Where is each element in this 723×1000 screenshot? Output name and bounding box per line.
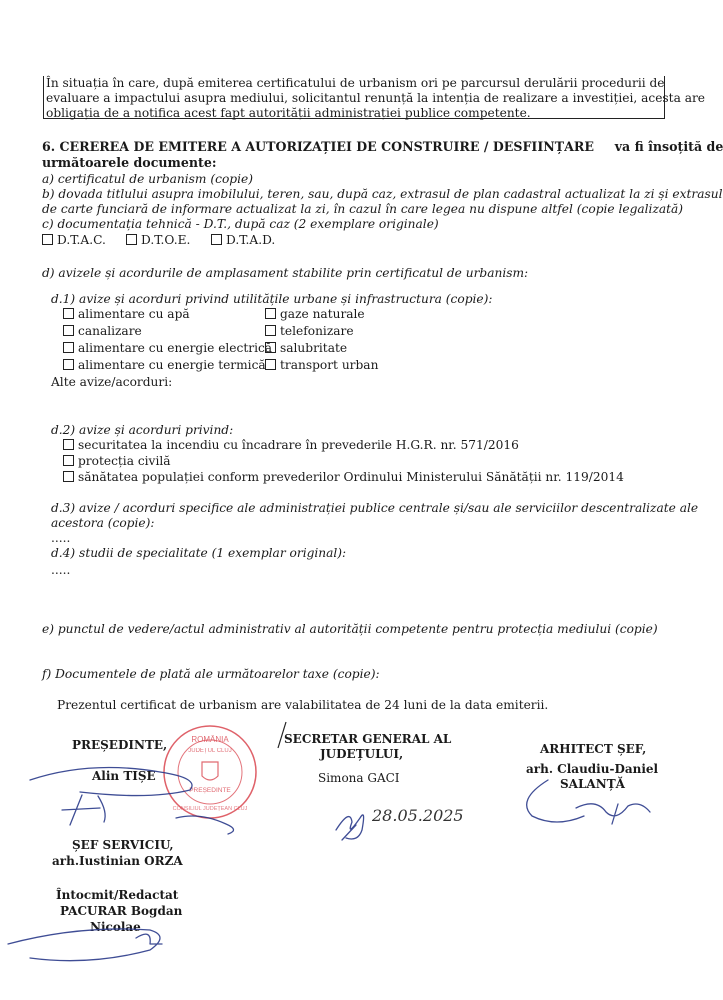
secretary-title-line2: JUDEȚULUI, [320, 747, 404, 761]
checkbox[interactable] [63, 359, 74, 370]
checkbox[interactable] [265, 308, 276, 319]
approval-fire[interactable]: securitatea la incendiu cu încadrare în prevederile H.G.R. nr. 571/2016 [63, 437, 519, 453]
utility-heating[interactable]: alimentare cu energie termică [63, 357, 266, 373]
checkbox[interactable] [63, 471, 74, 482]
dt-option-dtoe[interactable]: D.T.O.E. [126, 232, 190, 248]
checkbox[interactable] [265, 325, 276, 336]
service-head-name: arh.Iustinian ORZA [52, 854, 183, 868]
dt-option-dtad[interactable]: D.T.A.D. [211, 232, 275, 248]
county-seal-stamp [160, 722, 260, 822]
checkbox[interactable] [265, 342, 276, 353]
svg-text:JUDEȚUL CLUJ: JUDEȚUL CLUJ [188, 748, 232, 754]
checkbox[interactable] [126, 234, 137, 245]
checkbox[interactable] [265, 359, 276, 370]
drafted-by-name-line1: PACURAR Bogdan [60, 904, 183, 918]
dots-d4: ..... [51, 563, 71, 577]
notice-line-1: În situația în care, după emiterea certificatului de urbanism ori pe parcursul derulării procedurii de [46, 76, 665, 90]
utility-transport[interactable]: transport urban [265, 357, 378, 373]
item-d1: d.1) avize și acorduri privind utilitățile urbane și infrastructura (copie): [51, 292, 493, 306]
president-title: PREȘEDINTE, [72, 738, 168, 752]
item-b-line1: b) dovada titlului asupra imobilului, teren, sau, după caz, extrasul de plan cadastral actualizat la zi și extrasul [42, 187, 723, 201]
secretary-title-line1: SECRETAR GENERAL AL [284, 732, 452, 746]
notice-line-3: obligația de a notifica acest fapt autorității administrației publice competente. [46, 106, 531, 120]
section-6-heading-text: 6. CEREREA DE EMITERE A AUTORIZAȚIEI DE CONSTRUIRE / DESFIINȚARE [42, 139, 594, 154]
secretary-name: Simona GACI [318, 771, 400, 785]
dt-option-dtac[interactable]: D.T.A.C. [42, 232, 106, 248]
item-d3-line2: acestora (copie): [51, 516, 155, 530]
item-b-line2: de carte funciară de informare actualizat la zi, în cazul în care legea nu dispune altfel (copie legalizată) [42, 202, 684, 216]
section-6-heading-tail: va fi însoțită de [614, 139, 723, 154]
approval-health[interactable]: sănătatea populației conform prevederilor Ordinului Ministerului Sănătății nr. 119/2014 [63, 469, 624, 485]
item-d: d) avizele și acordurile de amplasament stabilite prin certificatul de urbanism: [42, 266, 529, 280]
approval-civil[interactable]: protecția civilă [63, 453, 171, 469]
checkbox[interactable] [42, 234, 53, 245]
service-head-title: ȘEF SERVICIU, [72, 838, 174, 852]
item-d4: d.4) studii de specialitate (1 exemplar original): [51, 546, 347, 560]
architect-title: ARHITECT ȘEF, [540, 742, 647, 756]
secretary-date: 28.05.2025 [372, 806, 464, 825]
architect-name-line2: SALANȚĂ [560, 777, 625, 791]
utility-electricity[interactable]: alimentare cu energie electrică [63, 340, 272, 356]
secretary-signature [336, 815, 364, 840]
item-f: f) Documentele de plată ale următoarelor taxe (copie): [42, 667, 380, 681]
checkbox[interactable] [63, 455, 74, 466]
item-d3-line1: d.3) avize / acorduri specifice ale administrației publice centrale și/sau ale serviciilor descentralizate ale [51, 501, 699, 515]
drafted-by-title: Întocmit/Redactat [56, 888, 179, 902]
validity-text: Prezentul certificat de urbanism are valabilitatea de 24 luni de la data emiterii. [57, 698, 549, 712]
president-name: Alin TIȘE [92, 769, 156, 783]
notice-line-2: evaluare a impactului asupra mediului, solicitantul renunță la intenția de realizare a investiției, acesta are [46, 91, 706, 105]
svg-text:ROMÂNIA: ROMÂNIA [191, 735, 229, 744]
utility-gas[interactable]: gaze naturale [265, 306, 365, 322]
checkbox[interactable] [63, 342, 74, 353]
checkbox[interactable] [211, 234, 222, 245]
utility-water[interactable]: alimentare cu apă [63, 306, 190, 322]
checkbox[interactable] [63, 325, 74, 336]
utility-phone[interactable]: telefonizare [265, 323, 354, 339]
item-c: c) documentația tehnică - D.T., după caz (2 exemplare originale) [42, 217, 439, 231]
dots-d3: ..... [51, 531, 71, 545]
section-6-heading [42, 139, 723, 155]
checkbox[interactable] [63, 308, 74, 319]
utility-sewerage[interactable]: canalizare [63, 323, 142, 339]
item-d2: d.2) avize și acorduri privind: [51, 423, 234, 437]
item-e: e) punctul de vedere/actul administrativ al autorității competente pentru protecția mediului (copie) [42, 622, 658, 636]
drafted-by-name-line2: Nicolae [90, 920, 141, 934]
architect-name-line1: arh. Claudiu-Daniel [526, 762, 659, 776]
utility-sanitation[interactable]: salubritate [265, 340, 347, 356]
svg-text:PREȘEDINTE: PREȘEDINTE [189, 787, 231, 794]
section-6-heading-line2: următoarele documente: [42, 155, 217, 170]
svg-text:CONSILIUL JUDEȚEAN CLUJ: CONSILIUL JUDEȚEAN CLUJ [172, 806, 248, 812]
item-a: a) certificatul de urbanism (copie) [42, 172, 253, 186]
other-approvals: Alte avize/acorduri: [51, 375, 173, 389]
checkbox[interactable] [63, 439, 74, 450]
